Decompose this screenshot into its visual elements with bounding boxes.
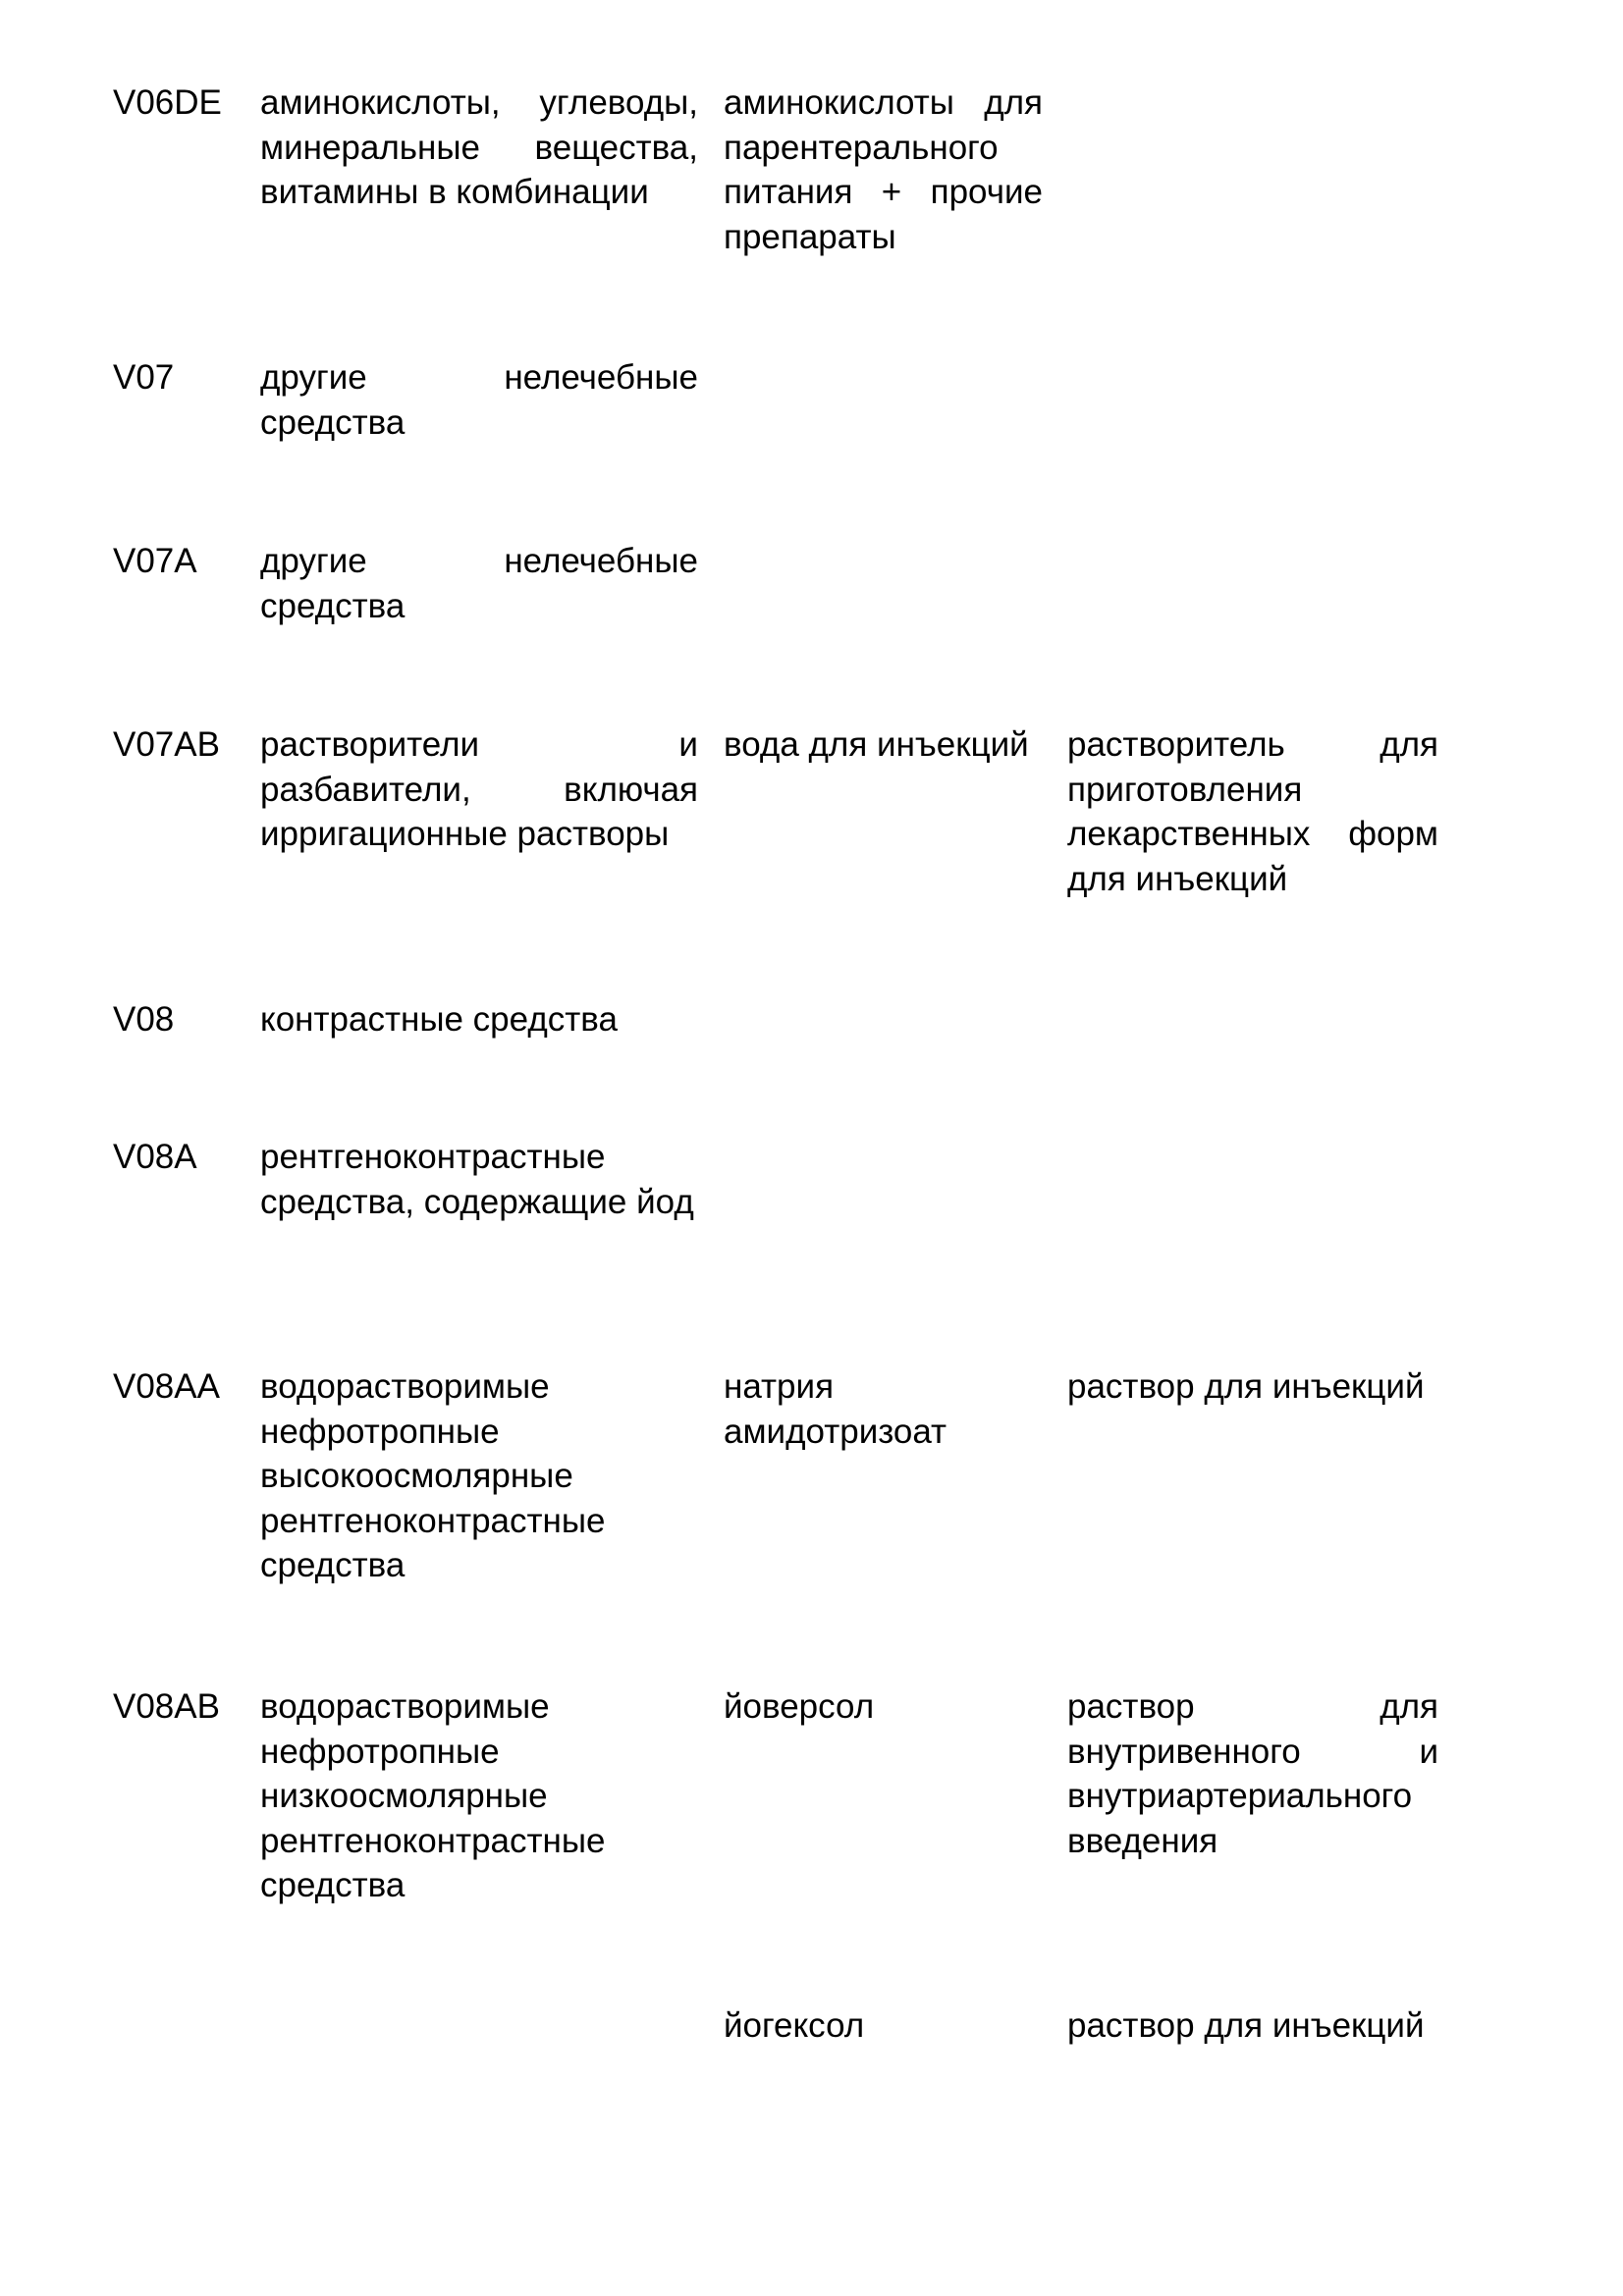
- atc-code: V08A: [113, 1138, 197, 1176]
- atc-code: V07: [113, 358, 175, 397]
- group-name: растворители и разбавители, включая ирригационные растворы: [260, 725, 698, 853]
- group-name: аминокислоты, углеводы, минеральные вещества, витамины в комбинации: [260, 83, 698, 211]
- group-name: рентгеноконтрастные средства, содержащие йод: [260, 1138, 694, 1221]
- atc-code: V08AA: [113, 1367, 220, 1406]
- dosage-form: раствор для внутривенного и внутриартериального введения: [1067, 1687, 1438, 1860]
- atc-code: V07AB: [113, 725, 220, 764]
- group-name: водорастворимые нефротропные низкоосмолярные рентгеноконтрастные средства: [260, 1687, 606, 1904]
- atc-code: V07A: [113, 542, 197, 580]
- drug-name: йоверсол: [724, 1687, 875, 1726]
- group-name: другие нелечебные средства: [260, 542, 698, 625]
- atc-code: V08AB: [113, 1687, 220, 1726]
- atc-code: V08: [113, 1000, 175, 1039]
- group-name: водорастворимые нефротропные высокоосмолярные рентгеноконтрастные средства: [260, 1367, 606, 1584]
- dosage-form: раствор для инъекций: [1067, 1367, 1425, 1406]
- atc-code: V06DE: [113, 83, 222, 122]
- drug-name: вода для инъекций: [724, 725, 1029, 764]
- group-name: другие нелечебные средства: [260, 358, 698, 442]
- dosage-form: раствор для инъекций: [1067, 2006, 1425, 2045]
- dosage-form: растворитель для приготовления лекарственных форм для инъекций: [1067, 725, 1438, 898]
- drug-name: аминокислоты для парентерального питания + прочие препараты: [724, 83, 1043, 256]
- drug-name: йогексол: [724, 2006, 865, 2045]
- drug-name: натрия амидотризоат: [724, 1367, 947, 1451]
- group-name: контрастные средства: [260, 1000, 618, 1039]
